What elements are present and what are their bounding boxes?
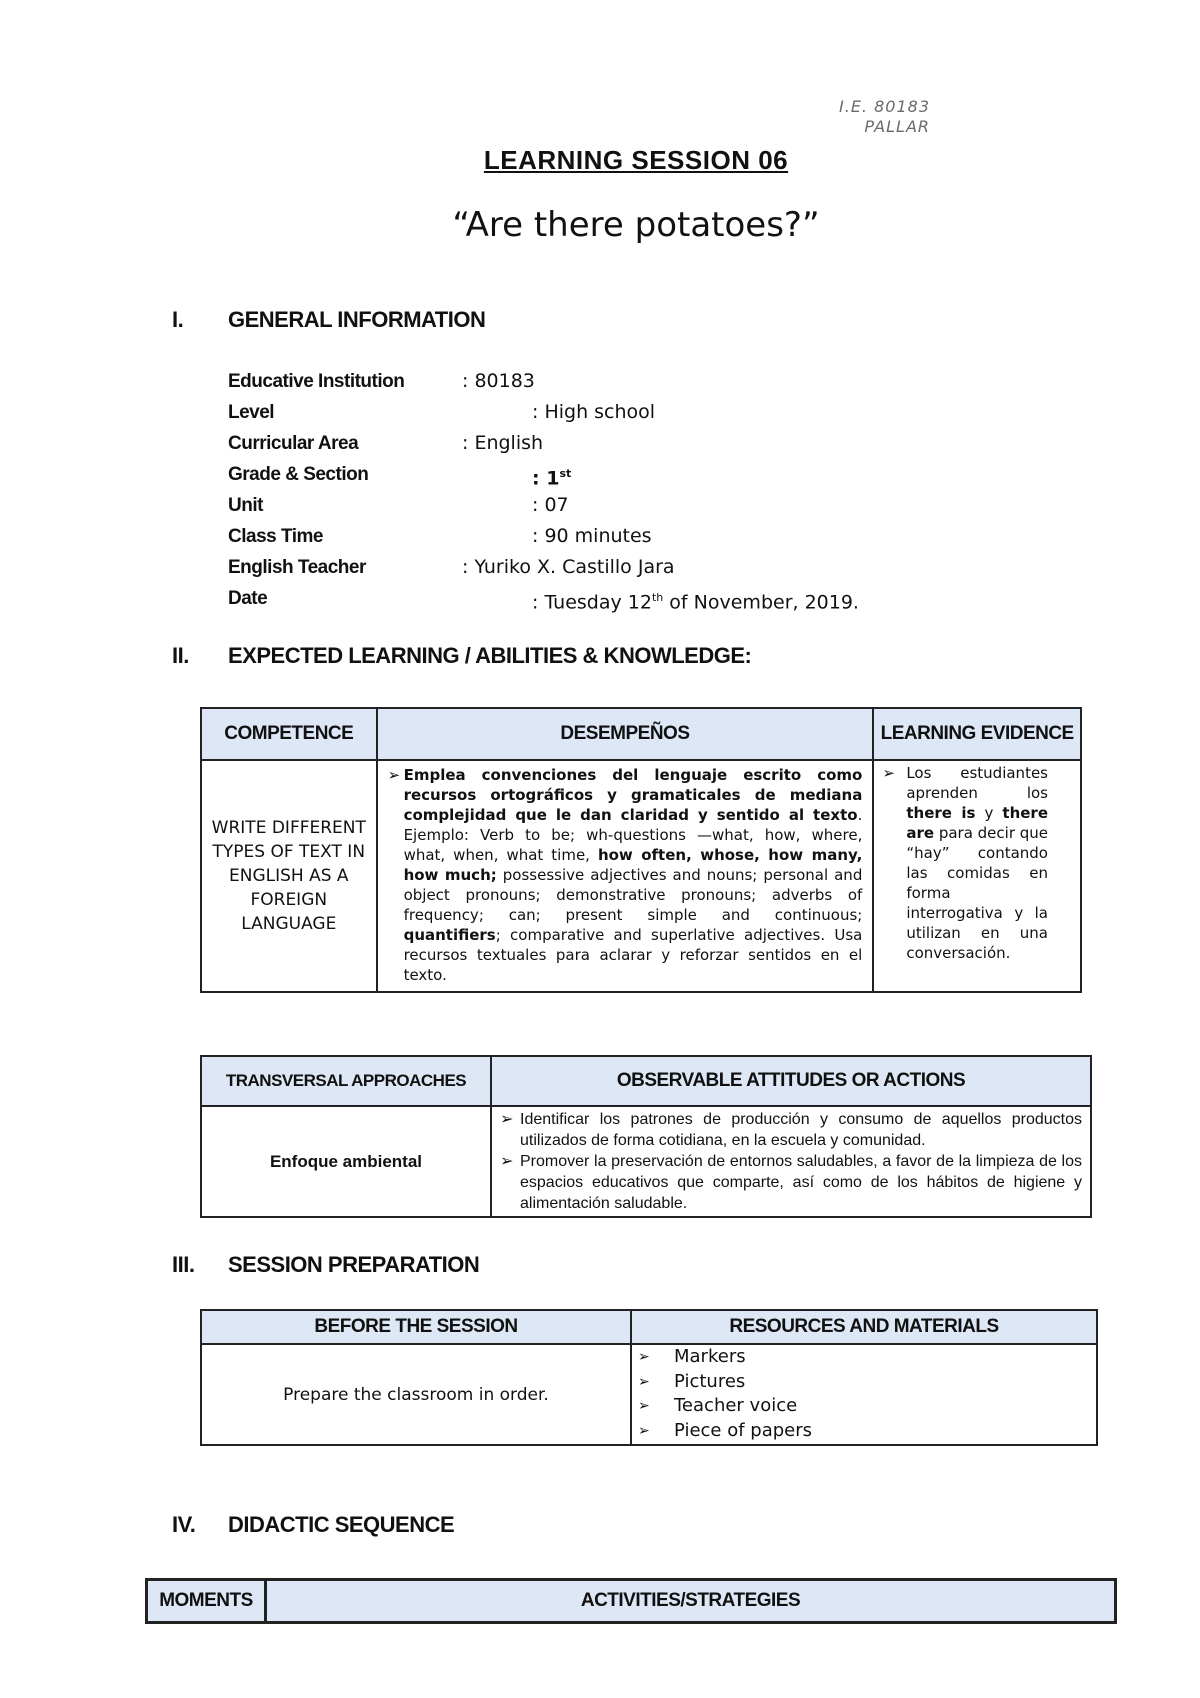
header-competence: COMPETENCE [201, 708, 377, 760]
info-row [228, 490, 569, 520]
evidence-text-3: para decir que “hay” contando las comidas en forma interrogativa y la utilizan en una conversación. [906, 824, 1049, 962]
info-value-superscript: th [651, 591, 664, 604]
actions-list [500, 1109, 1082, 1214]
action-item [500, 1109, 1082, 1151]
header-activities: ACTIVITIES/STRATEGIES [266, 1580, 1116, 1623]
info-row [228, 397, 656, 427]
desempeno-bold-2: how often, whose, how many, how much; [403, 846, 863, 884]
header-before: BEFORE THE SESSION [201, 1310, 631, 1344]
bullet-arrow-icon: ➢ [882, 764, 895, 782]
resources-list [638, 1345, 1090, 1443]
info-label: Class Time [228, 526, 323, 547]
desempeno-text-3: ; comparative and superlative adjectives. Usa recursos textuales para aclarar y reforzar sentidos en el texto. [403, 926, 863, 984]
info-row [228, 583, 859, 614]
page-title: LEARNING SESSION 06 [483, 145, 789, 175]
resources-cell [631, 1344, 1097, 1445]
bullet-arrow-icon: ➢ [500, 1153, 514, 1170]
info-value [532, 521, 652, 551]
evidence-cell [873, 760, 1081, 992]
info-value-text: : 90 minutes [532, 525, 652, 547]
evidence-text-1: Los estudiantes aprenden los [906, 764, 1048, 802]
header-resources: RESOURCES AND MATERIALS [631, 1310, 1097, 1344]
section-preparation-heading [172, 1252, 479, 1278]
info-value-text: : 1 [532, 467, 560, 490]
section-title: EXPECTED LEARNING / ABILITIES & KNOWLEDGE: [228, 643, 752, 668]
action-text: Promover la preservación de entornos saludables, a favor de la limpieza de los espacios educativos que comparte, así como de los hábitos de higiene y alimentación saludable. [520, 1153, 1082, 1212]
action-item [500, 1151, 1082, 1214]
info-row [228, 366, 535, 396]
section-title: GENERAL INFORMATION [228, 307, 486, 332]
info-label: Unit [228, 495, 263, 516]
bullet-arrow-icon: ➢ [638, 1422, 650, 1439]
institution-code: I.E. 80183 [839, 97, 930, 116]
resource-item [638, 1419, 1090, 1444]
desempeno-text-2: possessive adjectives and nouns; personal and object pronouns; demonstrative pronouns; adverbs of frequency; can; present simple and continuous; [403, 866, 863, 924]
info-value [462, 428, 543, 458]
info-label: Level [228, 402, 275, 423]
info-row [228, 428, 544, 458]
info-label: Educative Institution [228, 371, 405, 392]
info-value-text: of November, 2019. [663, 591, 859, 614]
bullet-arrow-icon: ➢ [638, 1349, 650, 1365]
section-general-heading [172, 307, 485, 333]
page-subtitle: “Are there potatoes?” [452, 205, 820, 245]
institution-name: PALLAR [864, 117, 930, 136]
info-label: English Teacher [228, 557, 366, 578]
header-moments: MOMENTS [147, 1580, 266, 1623]
sequence-table [145, 1578, 1117, 1624]
info-value-text: : Yuriko X. Castillo Jara [462, 556, 675, 578]
section-number: II. [172, 643, 189, 668]
info-value-text: : English [462, 432, 544, 454]
section-number: III. [172, 1252, 195, 1277]
header-desempenos: DESEMPEÑOS [377, 708, 874, 760]
action-text: Identificar los patrones de producción y consumo de aquellos productos utilizados de forma cotidiana, en la escuela y comunidad. [520, 1111, 1082, 1149]
before-cell: Prepare the classroom in order. [201, 1344, 631, 1445]
evidence-text-2: y [975, 804, 1003, 822]
preparation-table [200, 1309, 1098, 1446]
info-value [532, 459, 571, 493]
info-value-text: : Tuesday 12 [532, 591, 652, 614]
resource-text: Pictures [674, 1370, 746, 1392]
desempeno-cell [377, 760, 874, 992]
resource-item [638, 1394, 1090, 1419]
info-row [228, 552, 675, 582]
info-value-text: : 80183 [462, 370, 535, 392]
transversal-table [200, 1055, 1092, 1218]
resource-item [638, 1370, 1090, 1395]
section-expected-heading [172, 643, 751, 669]
bullet-arrow-icon: ➢ [638, 1398, 650, 1414]
bullet-arrow-icon: ➢ [638, 1373, 650, 1390]
info-value-text: : 07 [532, 494, 569, 516]
section-number: I. [172, 307, 184, 332]
info-value [532, 583, 859, 617]
info-label: Grade & Section [228, 464, 369, 485]
bullet-arrow-icon: ➢ [500, 1111, 514, 1128]
section-title: SESSION PREPARATION [228, 1252, 480, 1277]
competence-table [200, 707, 1082, 993]
desempeno-bold-3: quantifiers [403, 926, 496, 944]
section-number: IV. [172, 1512, 196, 1537]
resource-item [638, 1345, 1090, 1370]
header-approach: TRANSVERSAL APPROACHES [201, 1056, 491, 1106]
actions-cell [491, 1106, 1091, 1217]
info-value-superscript: st [559, 467, 572, 480]
header-attitudes: OBSERVABLE ATTITUDES OR ACTIONS [491, 1056, 1091, 1106]
desempeno-bold-1: Emplea convenciones del lenguaje escrito como recursos ortográficos y gramaticales de mediana complejidad que le dan claridad y sentido al texto [403, 766, 863, 824]
bullet-arrow-icon: ➢ [387, 766, 401, 784]
info-label: Date [228, 588, 268, 609]
evidence-bold-1: there is [906, 804, 976, 822]
competence-cell: WRITE DIFFERENT TYPES OF TEXT IN ENGLISH AS A FOREIGN LANGUAGE [201, 760, 377, 992]
resource-text: Teacher voice [674, 1395, 798, 1416]
info-value [462, 366, 535, 396]
approach-cell: Enfoque ambiental [201, 1106, 491, 1217]
resource-text: Piece of papers [674, 1419, 813, 1441]
section-didactic-heading [172, 1512, 454, 1538]
resource-text: Markers [674, 1346, 746, 1367]
info-value [532, 490, 569, 520]
header-evidence: LEARNING EVIDENCE [873, 708, 1081, 760]
info-label: Curricular Area [228, 433, 359, 454]
info-row [228, 459, 572, 490]
evidence-bold-2: there are [906, 804, 1048, 842]
info-row [228, 521, 652, 551]
info-value [532, 397, 655, 427]
desempeno-text-1: . Ejemplo: Verb to be; wh-questions —what, how, where, what, when, what time, [403, 806, 863, 864]
institution-header [839, 97, 930, 137]
info-value-text: : High school [532, 401, 656, 423]
section-title: DIDACTIC SEQUENCE [228, 1512, 455, 1537]
info-value [462, 552, 675, 582]
